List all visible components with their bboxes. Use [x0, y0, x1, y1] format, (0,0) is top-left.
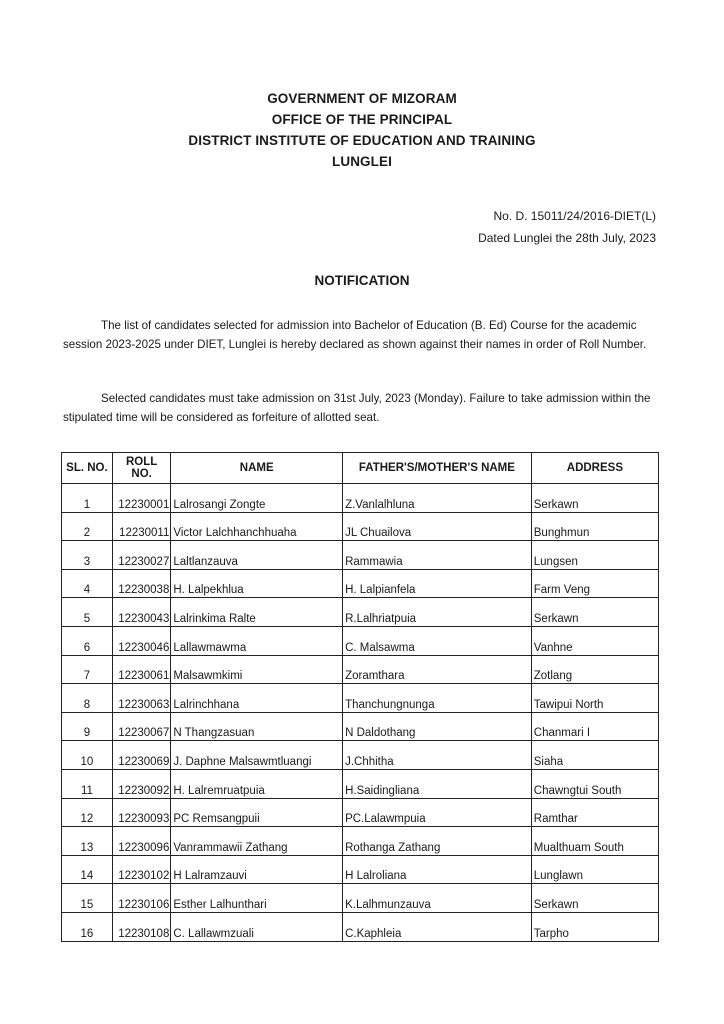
cell-address: Mualthuam South [531, 827, 658, 856]
candidates-table [61, 452, 659, 942]
table-row [62, 741, 659, 770]
table-row [62, 655, 659, 684]
cell-roll-no: 12230102 [112, 855, 170, 884]
table-header-row [62, 453, 659, 484]
cell-name: N Thangzasuan [171, 712, 343, 741]
header-office: OFFICE OF THE PRINCIPAL [271, 112, 453, 127]
cell-sl-no: 12 [62, 798, 113, 827]
table-row [62, 769, 659, 798]
header-sl-no: SL. NO. [62, 453, 113, 484]
paragraph-instructions-text: Selected candidates must take admission on 31st July, 2023 (Monday). Failure to take admission within the stipulated time will be considered as forfeiture of allotted seat. [63, 392, 651, 424]
cell-sl-no: 16 [62, 912, 113, 941]
header-location: LUNGLEI [332, 154, 392, 169]
cell-address: Chawngtui South [531, 769, 658, 798]
cell-parent-name: H. Lalpianfela [343, 569, 532, 598]
header-name: NAME [171, 453, 343, 484]
table-row [62, 541, 659, 570]
cell-address: Siaha [531, 741, 658, 770]
header-institute: DISTRICT INSTITUTE OF EDUCATION AND TRAINING [188, 133, 536, 148]
table-row [62, 855, 659, 884]
cell-address: Lungsen [531, 541, 658, 570]
cell-address: Tarpho [531, 912, 658, 941]
cell-sl-no: 15 [62, 884, 113, 913]
notification-title: NOTIFICATION [314, 273, 410, 288]
cell-address: Serkawn [531, 598, 658, 627]
cell-roll-no: 12230063 [112, 684, 170, 713]
cell-roll-no: 12230061 [112, 655, 170, 684]
cell-name: Laltlanzauva [171, 541, 343, 570]
cell-sl-no: 7 [62, 655, 113, 684]
cell-parent-name: Rothanga Zathang [343, 827, 532, 856]
cell-roll-no: 12230108 [112, 912, 170, 941]
cell-name: PC Remsangpuii [171, 798, 343, 827]
cell-parent-name: N Daldothang [343, 712, 532, 741]
cell-parent-name: H Lalroliana [343, 855, 532, 884]
cell-roll-no: 12230069 [112, 741, 170, 770]
cell-address: Chanmari I [531, 712, 658, 741]
table-row [62, 598, 659, 627]
cell-roll-no: 12230043 [112, 598, 170, 627]
table-row [62, 512, 659, 541]
cell-name: Lallawmawma [171, 626, 343, 655]
table-body [62, 484, 659, 942]
cell-parent-name: H.Saidingliana [343, 769, 532, 798]
header-address: ADDRESS [531, 453, 658, 484]
header-roll-no: ROLL NO. [112, 453, 170, 484]
table-row [62, 912, 659, 941]
cell-address: Serkawn [531, 484, 658, 513]
cell-sl-no: 1 [62, 484, 113, 513]
reference-number: No. D. 15011/24/2016-DIET(L) [493, 209, 656, 223]
paragraph-intro-text: The list of candidates selected for admission into Bachelor of Education (B. Ed) Course for the academic session 2023-2025 under DIET, Lunglei is hereby declared as shown against their names in order of Roll Number. [63, 319, 647, 351]
table-row [62, 884, 659, 913]
cell-name: Vanrammawii Zathang [171, 827, 343, 856]
cell-sl-no: 6 [62, 626, 113, 655]
cell-sl-no: 4 [62, 569, 113, 598]
cell-roll-no: 12230011 [112, 512, 170, 541]
cell-roll-no: 12230092 [112, 769, 170, 798]
cell-roll-no: 12230027 [112, 541, 170, 570]
cell-sl-no: 3 [62, 541, 113, 570]
cell-sl-no: 5 [62, 598, 113, 627]
cell-address: Serkawn [531, 884, 658, 913]
cell-address: Lunglawn [531, 855, 658, 884]
cell-parent-name: Z.Vanlalhluna [343, 484, 532, 513]
paragraph-intro [63, 316, 659, 354]
cell-address: Ramthar [531, 798, 658, 827]
cell-parent-name: C. Malsawma [343, 626, 532, 655]
table-row [62, 798, 659, 827]
cell-name: Esther Lalhunthari [171, 884, 343, 913]
cell-name: H. Lalpekhlua [171, 569, 343, 598]
cell-parent-name: C.Kaphleia [343, 912, 532, 941]
cell-sl-no: 11 [62, 769, 113, 798]
cell-parent-name: J.Chhitha [343, 741, 532, 770]
cell-roll-no: 12230106 [112, 884, 170, 913]
table-row [62, 626, 659, 655]
cell-roll-no: 12230046 [112, 626, 170, 655]
document-header [0, 88, 724, 172]
cell-sl-no: 10 [62, 741, 113, 770]
cell-address: Bunghmun [531, 512, 658, 541]
cell-name: Malsawmkimi [171, 655, 343, 684]
cell-name: H. Lalremruatpuia [171, 769, 343, 798]
cell-name: H Lalramzauvi [171, 855, 343, 884]
cell-sl-no: 14 [62, 855, 113, 884]
cell-name: Lalrosangi Zongte [171, 484, 343, 513]
cell-roll-no: 12230038 [112, 569, 170, 598]
cell-address: Farm Veng [531, 569, 658, 598]
cell-sl-no: 13 [62, 827, 113, 856]
cell-roll-no: 12230093 [112, 798, 170, 827]
cell-sl-no: 9 [62, 712, 113, 741]
table-row [62, 712, 659, 741]
cell-sl-no: 8 [62, 684, 113, 713]
cell-parent-name: Thanchungnunga [343, 684, 532, 713]
cell-name: Victor Lalchhanchhuaha [171, 512, 343, 541]
cell-name: Lalrinchhana [171, 684, 343, 713]
table-row [62, 684, 659, 713]
table-row [62, 827, 659, 856]
header-parent-name: FATHER'S/MOTHER'S NAME [343, 453, 532, 484]
cell-parent-name: JL Chuailova [343, 512, 532, 541]
cell-name: J. Daphne Malsawmtluangi [171, 741, 343, 770]
reference-block [478, 205, 656, 249]
cell-parent-name: R.Lalhriatpuia [343, 598, 532, 627]
paragraph-instructions [63, 389, 659, 427]
cell-roll-no: 12230001 [112, 484, 170, 513]
cell-name: C. Lallawmzuali [171, 912, 343, 941]
cell-roll-no: 12230067 [112, 712, 170, 741]
cell-roll-no: 12230096 [112, 827, 170, 856]
cell-parent-name: Rammawia [343, 541, 532, 570]
header-government: GOVERNMENT OF MIZORAM [267, 91, 457, 106]
cell-parent-name: Zoramthara [343, 655, 532, 684]
cell-parent-name: K.Lalhmunzauva [343, 884, 532, 913]
cell-address: Tawipui North [531, 684, 658, 713]
cell-address: Zotlang [531, 655, 658, 684]
cell-name: Lalrinkima Ralte [171, 598, 343, 627]
table-row [62, 484, 659, 513]
table-row [62, 569, 659, 598]
cell-sl-no: 2 [62, 512, 113, 541]
cell-parent-name: PC.Lalawmpuia [343, 798, 532, 827]
reference-date: Dated Lunglei the 28th July, 2023 [478, 231, 656, 245]
cell-address: Vanhne [531, 626, 658, 655]
